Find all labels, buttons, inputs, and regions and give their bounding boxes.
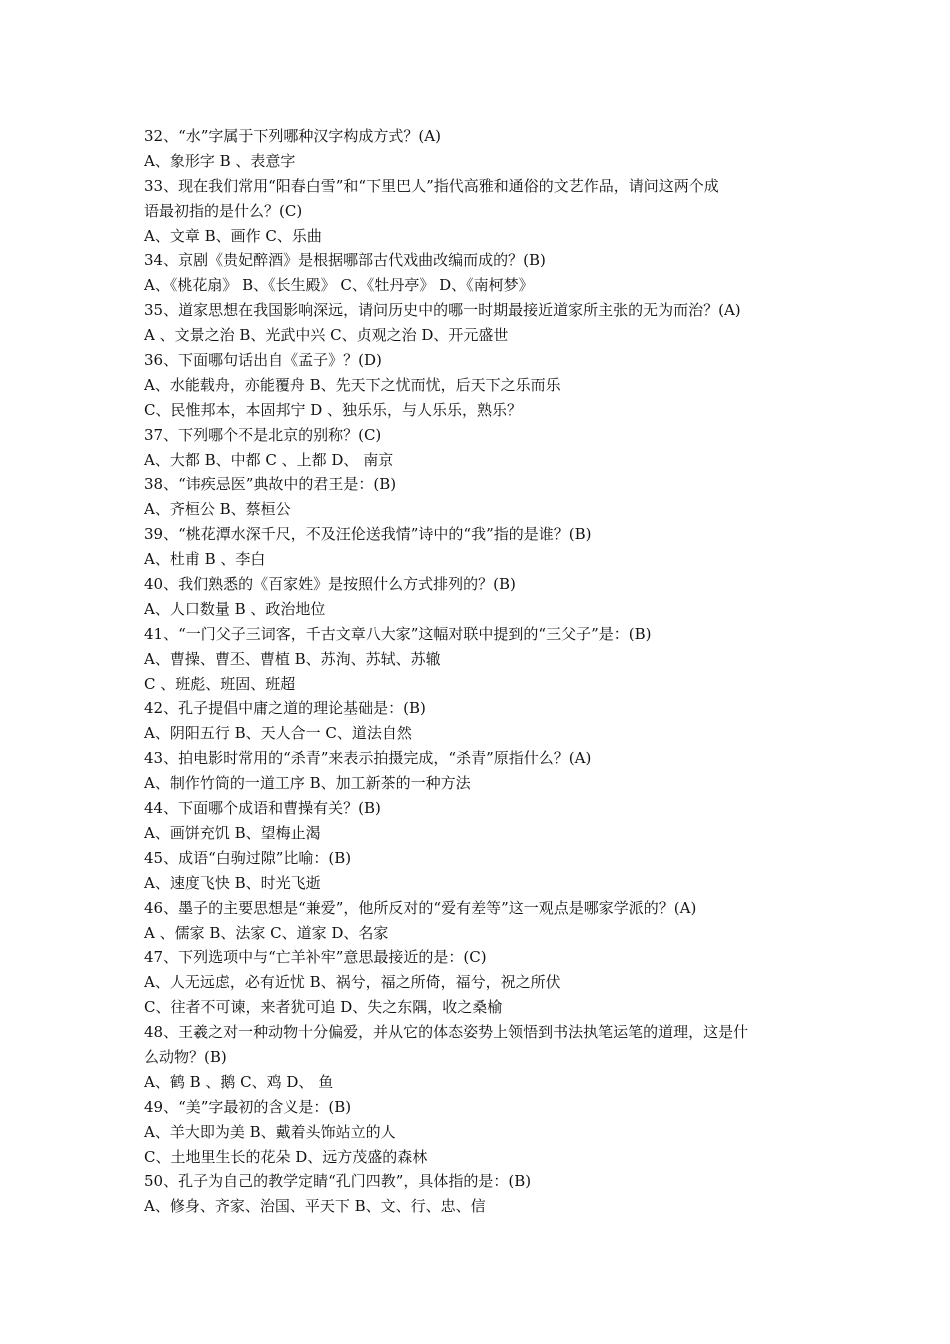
text-line: C、往者不可谏，来者犹可追 D、失之东隅，收之桑榆	[144, 998, 503, 1017]
text-line: A、制作竹筒的一道工序 B、加工新茶的一种方法	[144, 774, 471, 793]
text-line: A、修身、齐家、治国、平天下 B、文、行、忠、信	[144, 1197, 486, 1216]
text-line: A、阴阳五行 B、天人合一 C、道法自然	[144, 724, 412, 743]
text-line: 语最初指的是什么？(C)	[144, 201, 303, 220]
text-line: 37、下列哪个不是北京的别称？(C)	[144, 425, 382, 444]
text-line: A、画饼充饥 B、望梅止渴	[144, 823, 321, 842]
text-line: C、土地里生长的花朵 D、远方茂盛的森林	[144, 1147, 428, 1166]
text-line: 46、墨子的主要思想是“兼爱”，他所反对的“爱有差等”这一观点是哪家学派的？(A)	[144, 898, 697, 917]
text-line: 48、王羲之对一种动物十分偏爱，并从它的体态姿势上领悟到书法执笔运笔的道理，这是什	[144, 1023, 749, 1042]
text-line: A 、儒家 B、法家 C、道家 D、名家	[144, 923, 389, 942]
text-line: 44、下面哪个成语和曹操有关？(B)	[144, 799, 381, 818]
quiz-text-body	[144, 124, 814, 1219]
text-line: 43、拍电影时常用的“杀青”来表示拍摄完成，“杀青”原指什么？(A)	[144, 749, 592, 768]
text-line: 50、孔子为自己的教学定睛“孔门四教”，具体指的是：(B)	[144, 1172, 532, 1191]
text-line: 38、“讳疾忌医”典故中的君王是：(B)	[144, 475, 397, 494]
text-line: A、象形字 B 、表意字	[144, 151, 296, 170]
text-line: C、民惟邦本，本固邦宁 D 、独乐乐，与人乐乐，熟乐？	[144, 400, 523, 419]
text-line: 40、我们熟悉的《百家姓》是按照什么方式排列的？(B)	[144, 575, 516, 594]
text-line: 33、现在我们常用“阳春白雪”和“下里巴人”指代高雅和通俗的文艺作品，请问这两个成	[144, 176, 719, 195]
text-line: 45、成语“白驹过隙”比喻：(B)	[144, 848, 352, 867]
text-line: C 、班彪、班固、班超	[144, 674, 296, 693]
text-line: A、大都 B、中都 C 、上都 D、 南京	[144, 450, 394, 469]
text-line: A、齐桓公 B、蔡桓公	[144, 500, 291, 519]
text-line: A、杜甫 B 、李白	[144, 550, 266, 569]
text-line: A、曹操、曹丕、曹植 B、苏洵、苏轼、苏辙	[144, 649, 441, 668]
text-line: 42、孔子提倡中庸之道的理论基础是：(B)	[144, 699, 426, 718]
text-line: 32、“水”字属于下列哪种汉字构成方式？(A)	[144, 127, 441, 145]
text-line: 么动物？(B)	[144, 1047, 227, 1066]
text-line: A、羊大即为美 B、戴着头饰站立的人	[144, 1122, 396, 1141]
text-line: 34、京剧《贵妃醉酒》是根据哪部古代戏曲改编而成的？(B)	[144, 251, 546, 270]
text-line: 35、道家思想在我国影响深远，请问历史中的哪一时期最接近道家所主张的无为而治？(A)	[144, 301, 741, 320]
text-line: A、人口数量 B 、政治地位	[144, 599, 326, 618]
text-line: 41、“一门父子三词客，千古文章八大家”这幅对联中提到的“三父子”是：(B)	[144, 624, 652, 643]
text-line: A、文章 B、画作 C、乐曲	[144, 226, 322, 245]
text-line: 47、下列选项中与“亡羊补牢”意思最接近的是：(C)	[144, 948, 487, 967]
text-line: A 、文景之治 B、光武中兴 C、贞观之治 D、开元盛世	[144, 326, 509, 345]
text-line: 49、“美”字最初的含义是：(B)	[144, 1097, 352, 1116]
text-line: A、鹤 B 、鹅 C、鸡 D、 鱼	[144, 1072, 334, 1091]
text-line: 36、下面哪句话出自《孟子》？(D)	[144, 351, 382, 370]
text-line: A、速度飞快 B、时光飞逝	[144, 873, 321, 892]
text-line: A、水能载舟，亦能覆舟 B、先天下之忧而忧，后天下之乐而乐	[144, 375, 561, 394]
text-line: A、《桃花扇》 B、《长生殿》 C、《牡丹亭》 D、《南柯梦》	[144, 276, 534, 295]
text-line: A、人无远虑，必有近忧 B、祸兮，福之所倚，福兮，祝之所伏	[144, 973, 561, 992]
text-line: 39、“桃花潭水深千尺，不及汪伦送我情”诗中的“我”指的是谁？(B)	[144, 525, 592, 544]
